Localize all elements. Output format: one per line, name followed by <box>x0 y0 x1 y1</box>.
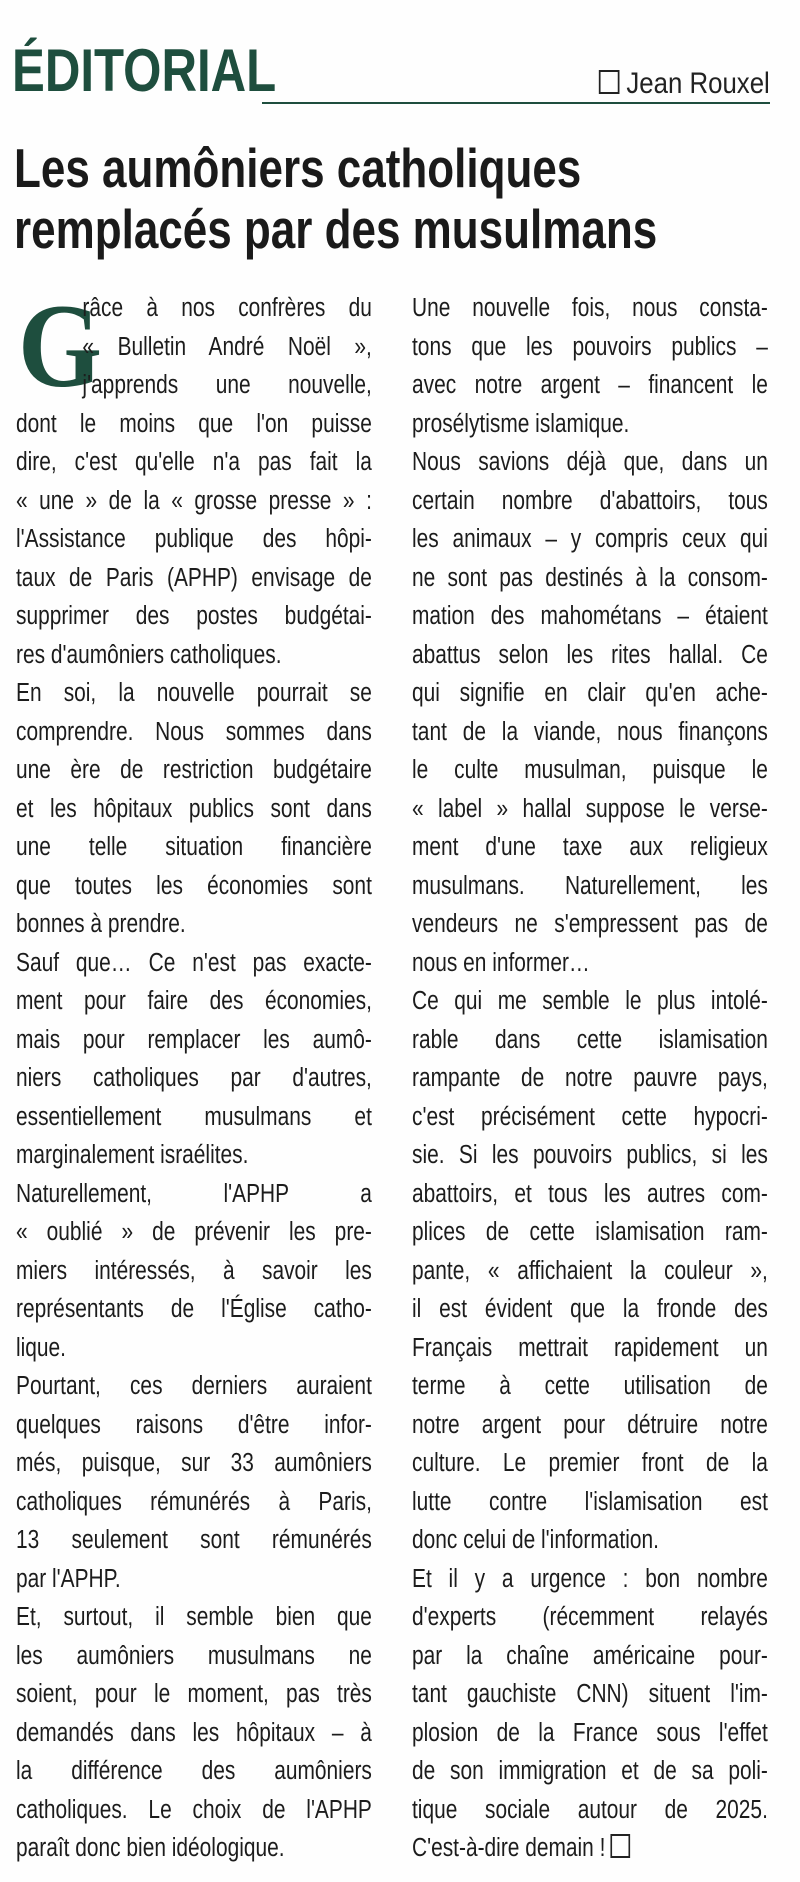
text-line: tant de la viande, nous finançons <box>412 717 768 746</box>
author-name: Jean Rouxel <box>626 67 770 100</box>
text-line: par la chaîne américaine pour- <box>412 1641 768 1670</box>
text-line: nous en informer… <box>412 948 590 977</box>
text-line: comprendre. Nous sommes dans <box>16 717 372 746</box>
text-line: râce à nos confrères du <box>82 294 372 322</box>
text-line: abattus selon les rites hallal. Ce <box>412 640 768 669</box>
text-line: lique. <box>16 1333 66 1362</box>
text-line: Pourtant, ces derniers auraient <box>16 1372 372 1400</box>
text-line: Et il y a urgence : bon nombre <box>412 1564 768 1593</box>
text-line: musulmans. Naturellement, les <box>412 871 768 900</box>
text-line: notre argent pour détruire notre <box>412 1410 768 1439</box>
text-line: Ce qui me semble le plus intolé- <box>412 987 768 1015</box>
text-line: quelques raisons d'être infor- <box>16 1410 372 1439</box>
text-line: En soi, la nouvelle pourrait se <box>16 679 372 707</box>
text-line: c'est précisément cette hypocri- <box>412 1102 768 1131</box>
text-line: Et, surtout, il semble bien que <box>16 1603 372 1631</box>
text-line: mation des mahométans – étaient <box>412 602 768 630</box>
header-rule <box>262 102 770 104</box>
text-line: d'experts (récemment relayés <box>412 1603 768 1631</box>
text-line: une ère de restriction budgétaire <box>16 756 372 784</box>
text-line: dire, c'est qu'elle n'a pas fait la <box>16 448 372 476</box>
text-line: et les hôpitaux publics sont dans <box>16 794 372 823</box>
text-line: miers intéressés, à savoir les <box>16 1256 372 1285</box>
section-header <box>12 37 770 108</box>
text-line: plosion de la France sous l'effet <box>412 1718 768 1747</box>
text-line: vendeurs ne s'empressent pas de <box>412 910 768 938</box>
text-line: soient, pour le moment, pas très <box>16 1680 372 1708</box>
text-line: représentants de l'Église catho- <box>16 1295 372 1323</box>
text-line: Français mettrait rapidement un <box>412 1333 768 1362</box>
end-mark-icon <box>610 1834 630 1858</box>
text-line: lutte contre l'islamisation est <box>412 1487 768 1516</box>
text-line: niers catholiques par d'autres, <box>16 1064 372 1092</box>
text-line: « Bulletin André Noël », <box>82 332 372 361</box>
article-column-right <box>412 289 768 1868</box>
text-line: tant gauchiste CNN) situent l'im- <box>412 1680 768 1708</box>
text-line: res d'aumôniers catholiques. <box>16 640 282 669</box>
text-line: Nous savions déjà que, dans un <box>412 448 768 476</box>
article-headline <box>14 138 782 260</box>
text-line: mais pour remplacer les aumô- <box>16 1025 372 1054</box>
text-line: « une » de la « grosse presse » : <box>16 486 372 515</box>
text-line: culture. Le premier front de la <box>412 1449 768 1477</box>
text-line: la différence des aumôniers <box>16 1757 372 1785</box>
section-rubric: ÉDITORIAL <box>12 37 277 104</box>
text-line: pante, « affichaient la couleur », <box>412 1256 768 1285</box>
text-line: avec notre argent – financent le <box>412 371 768 399</box>
text-line: donc celui de l'information. <box>412 1526 659 1554</box>
text-line: rampante de notre pauvre pays, <box>412 1064 768 1092</box>
text-line: catholiques. Le choix de l'APHP <box>16 1795 372 1824</box>
text-line: les animaux – y compris ceux qui <box>412 525 768 553</box>
text-line: prosélytisme islamique. <box>412 409 630 438</box>
text-line: j'apprends une nouvelle, <box>82 371 372 399</box>
text-line: ment d'une taxe aux religieux <box>412 833 768 861</box>
text-line: sie. Si les pouvoirs publics, si les <box>412 1141 768 1169</box>
text-line: supprimer des postes budgétai- <box>16 602 372 630</box>
article-column-left <box>16 279 372 1868</box>
text-line: més, puisque, sur 33 aumôniers <box>16 1449 372 1477</box>
headline-line-2: remplacés par des musulmans <box>14 198 658 260</box>
text-line: C'est-à-dire demain ! <box>412 1829 768 1868</box>
text-line: Une nouvelle fois, nous consta- <box>412 294 768 322</box>
text-line: abattoirs, et tous les autres com- <box>412 1179 768 1208</box>
text-line: tons que les pouvoirs publics – <box>412 332 768 361</box>
text-line: demandés dans les hôpitaux – à <box>16 1718 372 1747</box>
text-line: une telle situation financière <box>16 833 372 861</box>
text-line: 13 seulement sont rémunérés <box>16 1526 372 1554</box>
text-line: paraît donc bien idéologique. <box>16 1834 285 1862</box>
text-line: de son immigration et de sa poli- <box>412 1757 768 1785</box>
text-line: certain nombre d'abattoirs, tous <box>412 486 768 515</box>
text-line: dont le moins que l'on puisse <box>16 409 372 438</box>
text-line: ne sont pas destinés à la consom- <box>412 563 768 592</box>
text-line: taux de Paris (APHP) envisage de <box>16 563 372 592</box>
text-line: rable dans cette islamisation <box>412 1025 768 1054</box>
text-line: Sauf que… Ce n'est pas exacte- <box>16 948 372 977</box>
text-line: l'Assistance publique des hôpi- <box>16 525 372 553</box>
text-line: par l'APHP. <box>16 1564 121 1593</box>
text-line: que toutes les économies sont <box>16 871 372 900</box>
text-line: terme à cette utilisation de <box>412 1372 768 1400</box>
text-line: « label » hallal suppose le verse- <box>412 794 768 823</box>
text-line: tique sociale autour de 2025. <box>412 1795 768 1824</box>
text-line: ment pour faire des économies, <box>16 987 372 1015</box>
square-bullet-icon <box>599 70 620 94</box>
text-line: Naturellement, l'APHP a <box>16 1179 372 1208</box>
author-byline <box>599 68 770 100</box>
text-line: « oublié » de prévenir les pre- <box>16 1218 372 1246</box>
text-line: le culte musulman, puisque le <box>412 756 768 784</box>
text-line: plices de cette islamisation ram- <box>412 1218 768 1246</box>
text-line: il est évident que la fronde des <box>412 1295 768 1323</box>
text-line: marginalement israélites. <box>16 1141 249 1169</box>
headline-line-1: Les aumôniers catholiques <box>14 137 582 199</box>
text-line: qui signifie en clair qu'en ache- <box>412 679 768 707</box>
drop-cap: G <box>18 279 103 412</box>
text-line: les aumôniers musulmans ne <box>16 1641 372 1670</box>
text-line: essentiellement musulmans et <box>16 1102 372 1131</box>
text-line: catholiques rémunérés à Paris, <box>16 1487 372 1516</box>
text-line: bonnes à prendre. <box>16 910 186 938</box>
